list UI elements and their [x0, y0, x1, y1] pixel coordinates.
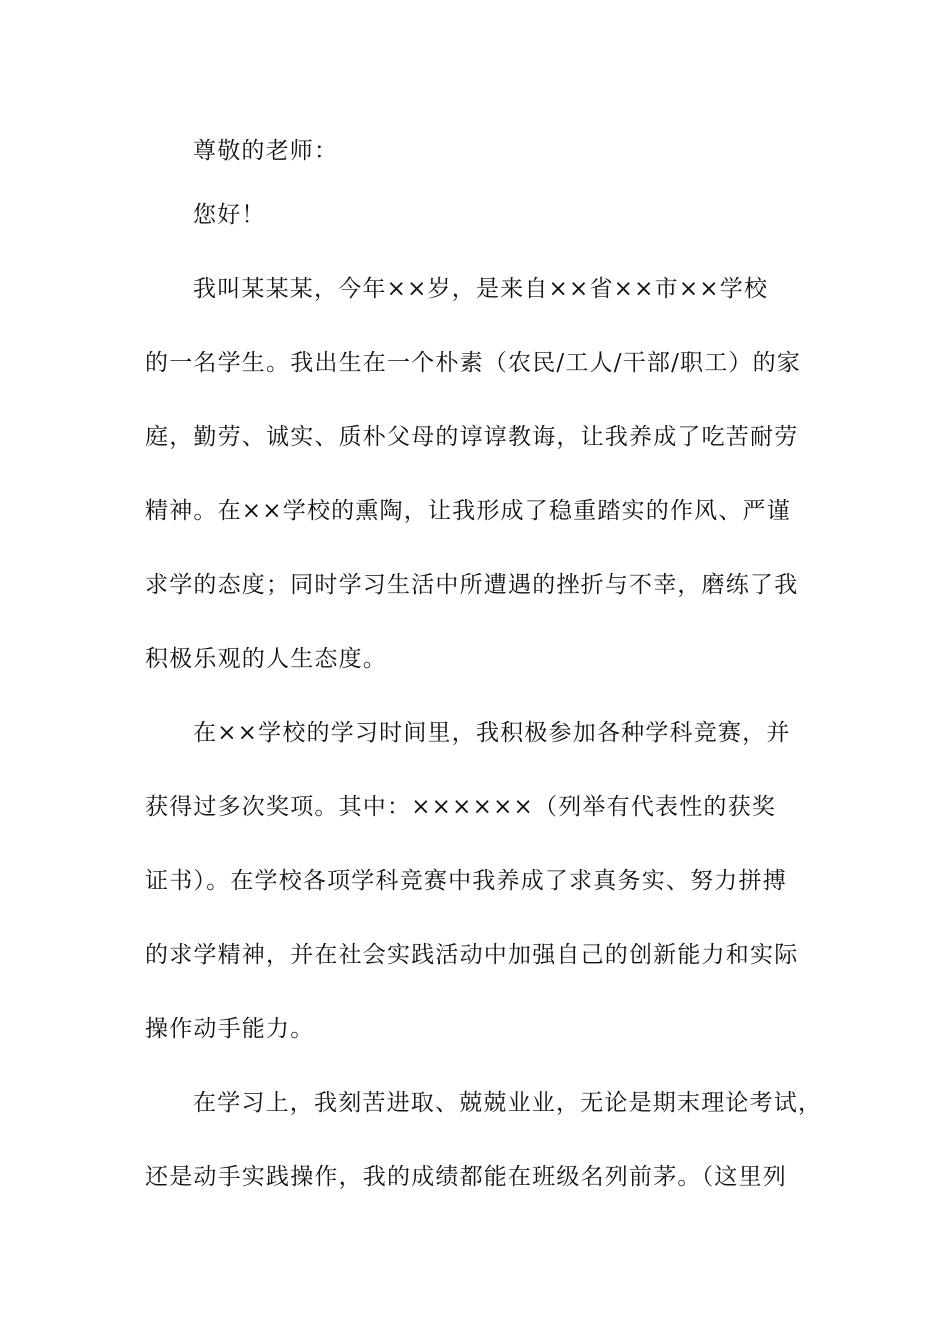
- paragraph-line: 获得过多次奖项。其中：××××××（列举有代表性的获奖: [145, 794, 777, 820]
- paragraph-line: 积极乐观的人生态度。: [145, 646, 387, 672]
- paragraph-line: 的一名学生。我出生在一个朴素（农民/工人/干部/职工）的家: [145, 350, 802, 376]
- salutation: 尊敬的老师：: [193, 138, 339, 164]
- letter-body: [145, 124, 823, 1214]
- paragraph-line: 还是动手实践操作，我的成绩都能在班级名列前茅。（这里列: [145, 1164, 787, 1190]
- paragraph-line: 的求学精神，并在社会实践活动中加强自己的创新能力和实际: [145, 942, 799, 968]
- paragraph-line: 精神。在××学校的熏陶，让我形成了稳重踏实的作风、严谨: [145, 498, 791, 524]
- paragraph-line: 在学习上，我刻苦进取、兢兢业业，无论是期末理论考试，: [193, 1090, 823, 1116]
- paragraph-line: 求学的态度；同时学习生活中所遭遇的挫折与不幸，磨练了我: [145, 572, 799, 598]
- paragraph-line: 操作动手能力。: [145, 1016, 315, 1042]
- paragraph-line: 在××学校的学习时间里，我积极参加各种学科竞赛，并: [193, 720, 791, 746]
- paragraph-line: 我叫某某某，今年××岁，是来自××省××市××学校: [193, 276, 769, 302]
- paragraph-competitions: [145, 696, 805, 1066]
- paragraph-line: 庭，勤劳、诚实、质朴父母的谆谆教诲，让我养成了吃苦耐劳: [145, 424, 799, 450]
- paragraph-self-introduction: [145, 252, 805, 696]
- greeting: 您好！: [193, 202, 266, 228]
- paragraph-studies: [145, 1066, 823, 1214]
- paragraph-line: 证书）。在学校各项学科竞赛中我养成了求真务实、努力拼搏: [145, 868, 787, 894]
